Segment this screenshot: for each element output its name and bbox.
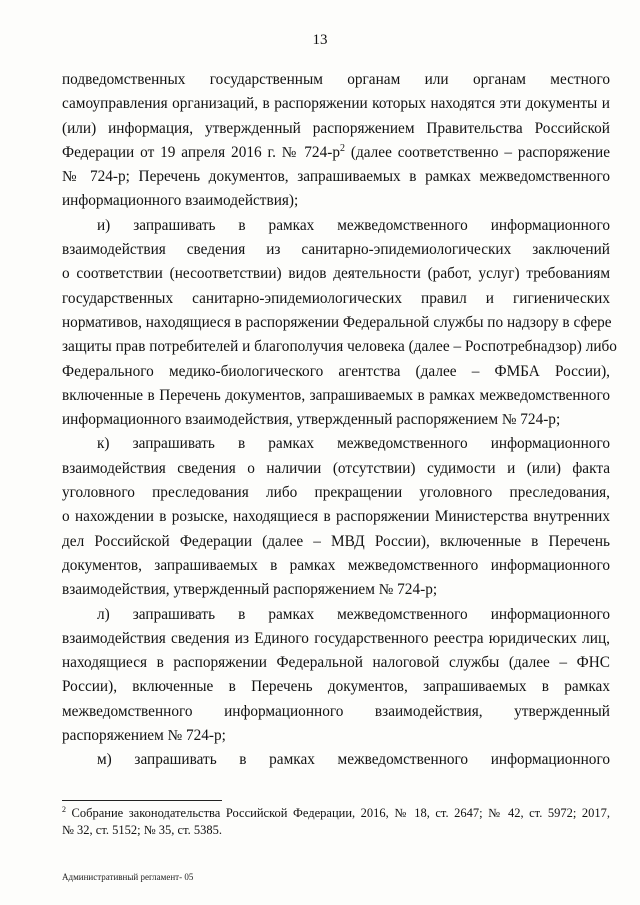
text-line: взаимодействия сведения из санитарно-эпидемиологических заключений [62, 241, 610, 259]
text-line: распоряжением № 724-р; [62, 727, 226, 745]
text-line: нормативов, находящиеся в распоряжении Федеральной службы по надзору в сфере [62, 313, 612, 331]
paragraph-start: и) запрашивать в рамках межведомственного информационного [97, 216, 610, 234]
footnote-marker: 2 [62, 805, 66, 814]
footnote-separator [62, 800, 222, 801]
text-span: Федерации от 19 апреля 2016 г. № 724-р [62, 143, 340, 161]
text-span: (далее соответственно – распоряжение [344, 143, 610, 161]
text-line: информационного взаимодействия, утвержденный распоряжением № 724-р; [62, 411, 561, 429]
text-line: самоуправления организаций, в распоряжении которых находятся эти документы и [62, 95, 610, 113]
paragraph-start: к) запрашивать в рамках межведомственного информационного [97, 435, 610, 453]
text-line: защиты прав потребителей и благополучия человека (далее – Роспотребнадзор) либо [62, 338, 617, 356]
text-line: взаимодействия сведения из Единого государственного реестра юридических лиц, [62, 629, 610, 647]
paragraph-start: м) запрашивать в рамках межведомственного информационного [97, 751, 610, 769]
text-line: подведомственных государственным органам или органам местного [62, 71, 610, 88]
text-line: о соответствии (несоответствии) видов деятельности (работ, услуг) требованиям [62, 265, 610, 283]
text-line: взаимодействия сведения о наличии (отсутствии) судимости и (или) факта [62, 459, 610, 477]
footnote-line: № 32, ст. 5152; № 35, ст. 5385. [62, 823, 222, 837]
text-line: России), включенные в Перечень документов, запрашиваемых в рамках [62, 678, 610, 696]
footer-text: Административный регламент- 05 [62, 872, 194, 882]
text-line: находящиеся в распоряжении Федеральной налоговой службы (далее – ФНС [62, 654, 610, 672]
text-line: государственных санитарно-эпидемиологических правил и гигиенических [62, 289, 610, 307]
text-line-with-footnote [62, 141, 610, 165]
text-line: взаимодействия, утвержденный распоряжением № 724-р; [62, 581, 438, 599]
text-line: (или) информация, утвержденный распоряжением Правительства Российской [62, 119, 610, 137]
text-line: информационного взаимодействия); [62, 192, 299, 210]
page-number: 13 [312, 32, 328, 48]
text-line: документов, запрашиваемых в рамках межведомственного информационного [62, 556, 610, 574]
text-line: о нахождении в розыске, находящиеся в распоряжении Министерства внутренних [62, 508, 610, 526]
footnote-text: Собрание законодательства Российской Федерации, 2016, № 18, ст. 2647; № 42, ст. 5972; 2017, [66, 806, 610, 820]
text-line: Федерального медико-биологического агентства (далее – ФМБА России), [62, 362, 610, 380]
text-line: межведомственного информационного взаимодействия, утвержденный [62, 702, 610, 720]
footnote-line [62, 805, 610, 822]
footnotes [62, 805, 610, 839]
text-line: включенные в Перечень документов, запрашиваемых в рамках межведомственного [62, 386, 610, 404]
text-line: № 724-р; Перечень документов, запрашиваемых в рамках межведомственного [62, 168, 610, 186]
paragraph-start: л) запрашивать в рамках межведомственного информационного [97, 605, 610, 623]
footnote-reference: 2 [339, 142, 345, 154]
body-text [62, 68, 617, 773]
text-line: дел Российской Федерации (далее – МВД России), включенные в Перечень [62, 532, 610, 550]
text-line: уголовного преследования либо прекращении уголовного преследования, [62, 484, 610, 502]
